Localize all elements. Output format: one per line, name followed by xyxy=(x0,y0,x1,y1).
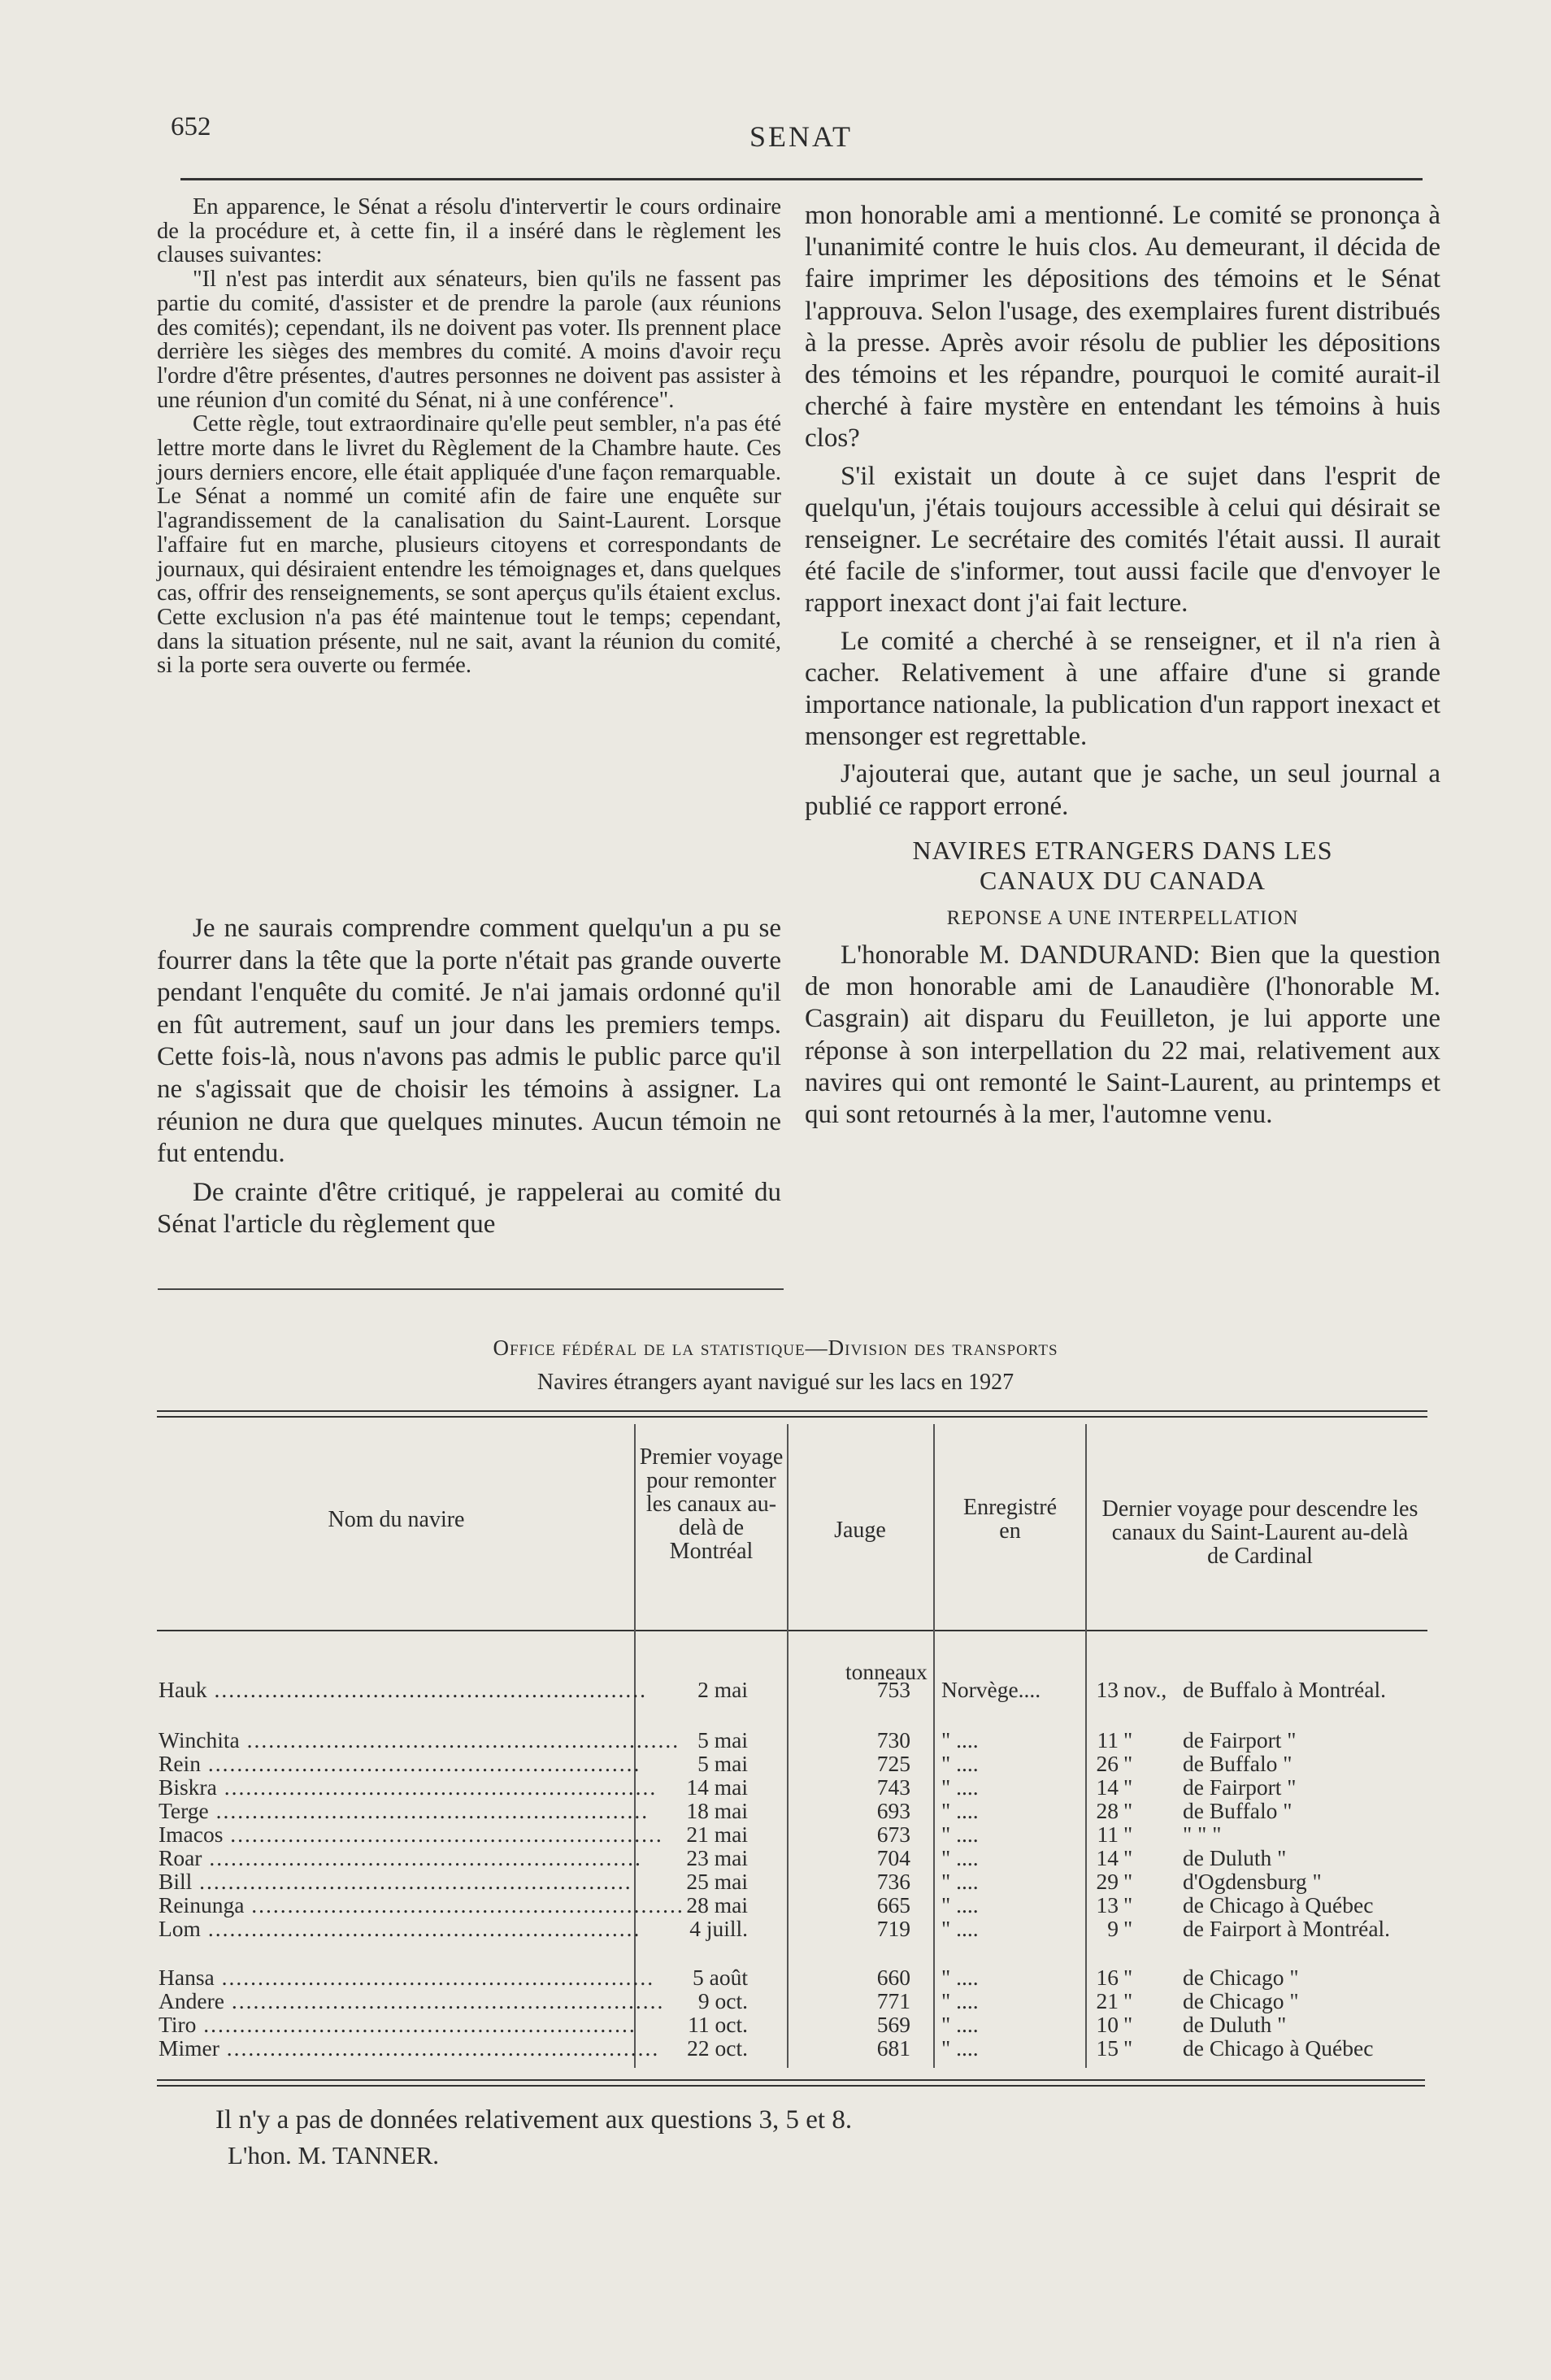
tonnage-unit: tonneaux xyxy=(845,1659,928,1684)
table-rule-top xyxy=(157,1410,1427,1412)
ship-name: Lom ............................................................ xyxy=(159,1916,641,1941)
first-voyage-date: 11 oct. xyxy=(688,2012,748,2037)
paragraph: De crainte d'être critiqué, je rappelerai au comité du Sénat l'article du règlement que xyxy=(157,1177,781,1240)
column-header-name: Nom du navire xyxy=(328,1507,465,1532)
running-header: SENAT xyxy=(749,120,854,153)
left-column-body xyxy=(157,906,781,1241)
section-title-line: CANAUX DU CANADA xyxy=(980,865,1266,895)
last-voyage-month: " xyxy=(1123,1727,1133,1752)
registered-country: " .... xyxy=(941,1892,979,1917)
last-voyage-month: " xyxy=(1123,1822,1133,1847)
ship-name: Tiro ............................................................ xyxy=(159,2012,636,2037)
last-voyage-day: 28 xyxy=(1096,1798,1119,1823)
last-voyage-route: de Chicago " xyxy=(1183,1965,1299,1990)
tonnage-value: 665 xyxy=(876,1892,910,1917)
paragraph: En apparence, le Sénat a résolu d'intervertir le cours ordinaire de la procédure et, à cette fin, il a inséré dans le règlement les clauses suivantes: xyxy=(157,194,781,268)
tonnage-value: 730 xyxy=(876,1727,910,1752)
last-voyage-month: " xyxy=(1123,1845,1133,1870)
registered-country: " .... xyxy=(941,1869,979,1894)
first-voyage-date: 28 mai xyxy=(686,1892,748,1917)
first-voyage-date: 21 mai xyxy=(686,1822,748,1847)
last-voyage-month: " xyxy=(1123,1892,1133,1917)
ship-name: Reinunga ............................................................ xyxy=(159,1892,684,1917)
dot-leader: ............................................................ xyxy=(192,1869,632,1894)
first-voyage-date: 9 oct. xyxy=(697,1988,748,2013)
last-voyage-day: 13 xyxy=(1096,1677,1119,1702)
ship-name: Roar ............................................................ xyxy=(159,1845,642,1870)
last-voyage-day: 26 xyxy=(1096,1751,1119,1776)
dot-leader: ............................................................ xyxy=(196,2012,636,2037)
column-header-first-voyage: Premier voyage pour remonter les canaux au-delà de Montréal xyxy=(639,1444,784,1564)
dot-leader: ............................................................ xyxy=(214,1965,655,1990)
ship-name: Mimer ............................................................ xyxy=(159,2035,660,2061)
first-voyage-date: 25 mai xyxy=(686,1869,748,1894)
last-voyage-month: " xyxy=(1123,1869,1133,1894)
ship-name: Imacos ............................................................ xyxy=(159,1822,663,1847)
first-voyage-date: 2 mai xyxy=(697,1677,748,1702)
table-rule-top xyxy=(157,1416,1427,1418)
ship-name: Terge ............................................................ xyxy=(159,1798,650,1823)
first-voyage-date: 22 oct. xyxy=(687,2035,748,2061)
tonnage-value: 569 xyxy=(876,2012,910,2037)
tonnage-value: 719 xyxy=(876,1916,910,1941)
signature: L'hon. M. TANNER. xyxy=(228,2141,440,2169)
paragraph: Le comité a cherché à se renseigner, et il n'a rien à cacher. Relativement à une affaire d'une si grande importance nationale, la publication d'un rapport inexact et mensonger est regrettable. xyxy=(805,626,1440,752)
first-voyage-date: 5 mai xyxy=(697,1751,748,1776)
last-voyage-month: nov., xyxy=(1123,1677,1167,1702)
last-voyage-month: " xyxy=(1123,1798,1133,1823)
last-voyage-month: " xyxy=(1123,2012,1133,2037)
dot-leader: ............................................................ xyxy=(200,1751,641,1776)
last-voyage-route: de Buffalo à Montréal. xyxy=(1183,1677,1386,1702)
dot-leader: ............................................................ xyxy=(244,1892,684,1917)
registered-country: " .... xyxy=(941,1965,979,1990)
paragraph: J'ajouterai que, autant que je sache, un seul journal a publié ce rapport erroné. xyxy=(805,759,1440,821)
tonnage-value: 743 xyxy=(876,1774,910,1800)
last-voyage-day: 14 xyxy=(1096,1774,1119,1800)
ship-name: Hauk ............................................................ xyxy=(159,1677,647,1702)
tonnage-value: 704 xyxy=(876,1845,910,1870)
dot-leader: ............................................................ xyxy=(200,1916,641,1941)
last-voyage-route: de Fairport " xyxy=(1183,1774,1297,1800)
last-voyage-route: de Fairport " xyxy=(1183,1727,1297,1752)
table-header-rule xyxy=(157,1630,1427,1631)
last-voyage-day: 16 xyxy=(1096,1965,1119,1990)
last-voyage-day: 11 xyxy=(1097,1727,1119,1752)
last-voyage-route: de Fairport à Montréal. xyxy=(1183,1916,1391,1941)
column-header-last-voyage: Dernier voyage pour descendre les canaux du Saint-Laurent au-delà de Cardinal xyxy=(1101,1496,1418,1569)
first-voyage-date: 5 août xyxy=(693,1965,748,1990)
last-voyage-route: de Duluth " xyxy=(1183,2012,1287,2037)
ship-name: Bill ............................................................ xyxy=(159,1869,632,1894)
paragraph: S'il existait un doute à ce sujet dans l'esprit de quelqu'un, j'étais toujours accessible à celui qui désirait se renseigner. Le secrétaire des comités l'était aussi. Il aurait été facile de s'informer, tout aussi facile que d'envoyer le rapport inexact dont j'ai fait lecture. xyxy=(805,461,1440,619)
first-voyage-date: 5 mai xyxy=(697,1727,748,1752)
ship-name: Rein ............................................................ xyxy=(159,1751,641,1776)
last-voyage-day: 11 xyxy=(1097,1822,1119,1847)
section-title-line: NAVIRES ETRANGERS DANS LES xyxy=(912,835,1333,865)
registered-country: " .... xyxy=(941,1798,979,1823)
paragraph: mon honorable ami a mentionné. Le comité se prononça à l'unanimité contre le huis clos. Au demeurant, il décida de faire imprimer les dépositions des témoins et le Sénat l'approuva. Selon l'usage, des exemplaires furent distribués à la presse. Après avoir résolu de publier les dépositions des témoins et les répandre, pourquoi le comité aurait-il cherché à faire mystère en entendant les témoins à huis clos? xyxy=(805,201,1440,454)
dot-leader: ............................................................ xyxy=(206,1677,647,1702)
registered-country: " .... xyxy=(941,2012,979,2037)
registered-country: " .... xyxy=(941,1845,979,1870)
last-voyage-month: " xyxy=(1123,1916,1133,1941)
tonnage-value: 736 xyxy=(876,1869,910,1894)
table-title: Navires étrangers ayant navigué sur les lacs en 1927 xyxy=(537,1370,1014,1395)
section-subtitle: REPONSE A UNE INTERPELLATION xyxy=(946,906,1299,929)
ship-name: Biskra ............................................................ xyxy=(159,1774,658,1800)
registered-country: " .... xyxy=(941,2035,979,2061)
table-note: Il n'y a pas de données relativement aux questions 3, 5 et 8. xyxy=(215,2105,853,2135)
right-column xyxy=(805,200,1440,1131)
table-rule-bottom xyxy=(157,2079,1425,2081)
last-voyage-day: 29 xyxy=(1096,1869,1119,1894)
tonnage-value: 673 xyxy=(876,1822,910,1847)
ship-name: Hansa ............................................................ xyxy=(159,1965,655,1990)
last-voyage-route: de Chicago " xyxy=(1183,1988,1299,2013)
tonnage-value: 771 xyxy=(876,1988,910,2013)
registered-country: " .... xyxy=(941,1916,979,1941)
registered-country: " .... xyxy=(941,1774,979,1800)
table-source: Office fédéral de la statistique—Division des transports xyxy=(493,1335,1058,1360)
last-voyage-route: de Chicago à Québec xyxy=(1183,1892,1374,1917)
paragraph: Je ne saurais comprendre comment quelqu'un a pu se fourrer dans la tête que la porte n'était pas grande ouverte pendant l'enquête du comité. Je n'ai jamais ordonné qu'il en fût autrement, sauf un jour dans les premiers temps. Cette fois-là, nous n'avons pas admis le public parce qu'il ne s'agissait que de choisir les témoins à assigner. La réunion ne dura que quelques minutes. Aucun témoin ne fut entendu. xyxy=(157,914,781,1169)
last-voyage-day: 15 xyxy=(1096,2035,1119,2061)
last-voyage-day: 14 xyxy=(1096,1845,1119,1870)
last-voyage-month: " xyxy=(1123,2035,1133,2061)
dot-leader: ............................................................ xyxy=(216,1774,658,1800)
ship-name: Winchita ............................................................ xyxy=(159,1727,680,1752)
last-voyage-route: de Chicago à Québec xyxy=(1183,2035,1374,2061)
column-header-registered: Enregistré en xyxy=(962,1495,1058,1544)
tonnage-value: 660 xyxy=(876,1965,910,1990)
dot-leader: ............................................................ xyxy=(202,1845,642,1870)
last-voyage-route: d'Ogdensburg " xyxy=(1183,1869,1322,1894)
tonnage-value: 681 xyxy=(876,2035,910,2061)
registered-country: " .... xyxy=(941,1822,979,1847)
last-voyage-route: " " " xyxy=(1183,1822,1222,1847)
last-voyage-day: 21 xyxy=(1096,1988,1119,2013)
dot-leader: ............................................................ xyxy=(239,1727,680,1752)
dot-leader: ............................................................ xyxy=(208,1798,650,1823)
last-voyage-month: " xyxy=(1123,1965,1133,1990)
registered-country: " .... xyxy=(941,1727,979,1752)
first-voyage-date: 23 mai xyxy=(686,1845,748,1870)
dot-leader: ............................................................ xyxy=(224,1988,665,2013)
first-voyage-date: 14 mai xyxy=(686,1774,748,1800)
page-number: 652 xyxy=(171,112,211,141)
last-voyage-route: de Buffalo " xyxy=(1183,1751,1292,1776)
table-rule-bottom xyxy=(157,2085,1425,2087)
last-voyage-month: " xyxy=(1123,1774,1133,1800)
last-voyage-day: 10 xyxy=(1096,2012,1119,2037)
dot-leader: ............................................................ xyxy=(223,1822,663,1847)
paragraph: Cette règle, tout extraordinaire qu'elle peut sembler, n'a pas été lettre morte dans le livret du Règlement de la Chambre haute. Ces jours derniers encore, elle était appliquée d'une façon remarquable. Le Sénat a nommé un comité afin de faire une enquête sur l'agrandissement de la canalisation du Saint-Laurent. Lorsque l'affaire fut en marche, plusieurs citoyens et correspondants de journaux, qui désiraient entendre les témoignages et, dans quelques cas, offrir des renseignements, se sont aperçus qu'ils étaient exclus. Cette exclusion n'a pas été maintenue tout le temps; cependant, dans la situation présente, nul ne sait, avant la réunion du comité, si la porte sera ouverte ou fermée. xyxy=(157,411,781,679)
tonnage-value: 753 xyxy=(876,1677,910,1702)
last-voyage-day: 13 xyxy=(1096,1892,1119,1917)
registered-country: " .... xyxy=(941,1751,979,1776)
last-voyage-day: 9 xyxy=(1107,1916,1119,1941)
last-voyage-route: de Buffalo " xyxy=(1183,1798,1292,1823)
left-column-quote xyxy=(157,195,781,678)
column-divider xyxy=(1085,1424,1087,2068)
ship-name: Andere ............................................................ xyxy=(159,1988,665,2013)
header-rule xyxy=(180,178,1423,180)
tonnage-value: 725 xyxy=(876,1751,910,1776)
first-voyage-date: 4 juill. xyxy=(689,1916,748,1941)
paragraph: L'honorable M. DANDURAND: Bien que la question de mon honorable ami de Lanaudière (l'honorable M. Casgrain) ait disparu du Feuilleton, je lui apporte une réponse à son interpellation du 22 mai, relativement aux navires qui ont remonté le Saint-Laurent, au printemps et qui sont retournés à la mer, l'automne venu. xyxy=(805,940,1440,1130)
registered-country: " .... xyxy=(941,1988,979,2013)
last-voyage-route: de Duluth " xyxy=(1183,1845,1287,1870)
column-header-tonnage: Jauge xyxy=(834,1518,886,1543)
tonnage-value: 693 xyxy=(876,1798,910,1823)
section-title xyxy=(805,836,1440,896)
first-voyage-date: 18 mai xyxy=(686,1798,748,1823)
last-voyage-month: " xyxy=(1123,1988,1133,2013)
last-voyage-month: " xyxy=(1123,1751,1133,1776)
dot-leader: ............................................................ xyxy=(219,2035,660,2061)
paragraph: "Il n'est pas interdit aux sénateurs, bien qu'ils ne fassent pas partie du comité, d'assister et de prendre la parole (aux réunions des comités); cependant, ils ne doivent pas voter. Ils prennent place derrière les sièges des membres du comité. A moins d'avoir reçu l'ordre d'être présentes, d'autres personnes ne doivent pas assister à une réunion d'un comité du Sénat, ni à une conférence". xyxy=(157,267,781,413)
column-end-rule xyxy=(158,1288,784,1290)
registered-country: Norvège.... xyxy=(941,1677,1041,1702)
